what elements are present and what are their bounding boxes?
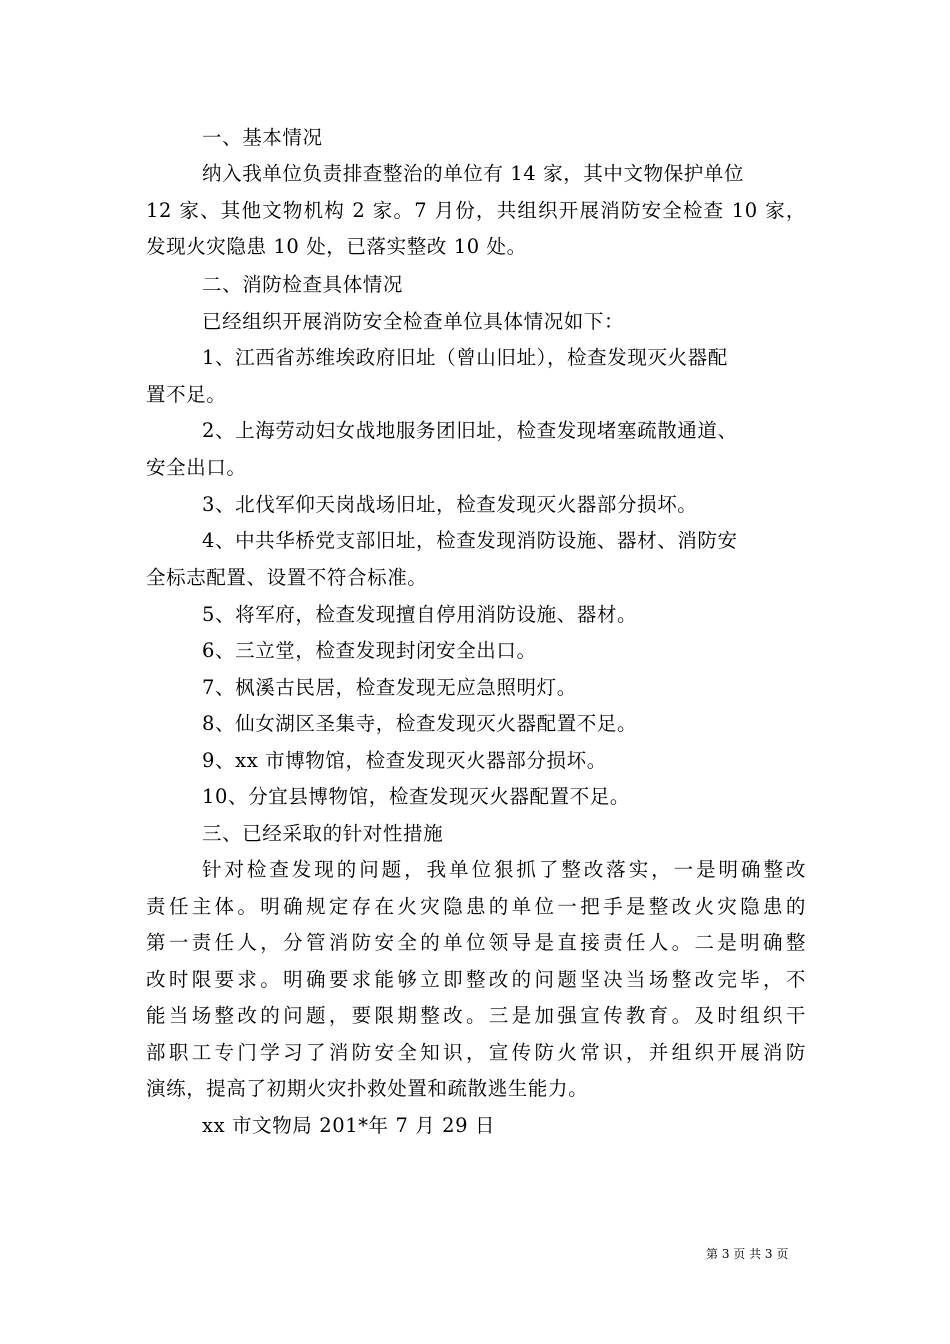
paragraph-line: 针对检查发现的问题，我单位狠抓了整改落实，一是明确整改 bbox=[202, 858, 806, 881]
paragraph-line: 12 家、其他文物机构 2 家。7 月份，共组织开展消防安全检查 10 家， bbox=[146, 199, 806, 222]
section-heading-basic: 一、基本情况 bbox=[202, 126, 323, 149]
paragraph-line: 第一责任人，分管消防安全的单位领导是直接责任人。二是明确整 bbox=[146, 931, 806, 954]
list-item: 8、仙女湖区圣集寺，检查发现灭火器配置不足。 bbox=[202, 712, 638, 735]
paragraph-line: 已经组织开展消防安全检查单位具体情况如下： bbox=[202, 310, 625, 333]
paragraph-line: 发现火灾隐患 10 处，已落实整改 10 处。 bbox=[146, 235, 527, 258]
list-item: 2、上海劳动妇女战地服务团旧址，检查发现堵塞疏散通道、 bbox=[202, 419, 738, 442]
list-item: 5、将军府，检查发现擅自停用消防设施、器材。 bbox=[202, 603, 638, 626]
list-item: 1、江西省苏维埃政府旧址（曾山旧址），检查发现灭火器配 bbox=[202, 346, 728, 369]
list-item: 3、北伐军仰天岗战场旧址，检查发现灭火器部分损坏。 bbox=[202, 493, 698, 516]
list-item: 7、枫溪古民居，检查发现无应急照明灯。 bbox=[202, 676, 577, 699]
paragraph-line: 演练，提高了初期火灾扑救处置和疏散逃生能力。 bbox=[146, 1077, 589, 1100]
paragraph-line: 纳入我单位负责排查整治的单位有 14 家，其中文物保护单位 bbox=[202, 162, 745, 185]
paragraph-line: 改时限要求。明确要求能够立即整改的问题坚决当场整改完毕，不 bbox=[146, 968, 806, 991]
paragraph-line: 能当场整改的问题，要限期整改。三是加强宣传教育。及时组织干 bbox=[146, 1004, 806, 1027]
list-item: 10、分宜县博物馆，检查发现灭火器配置不足。 bbox=[202, 785, 631, 808]
section-heading-measures: 三、已经采取的针对性措施 bbox=[202, 822, 444, 845]
paragraph-line: 部职工专门学习了消防安全知识，宣传防火常识，并组织开展消防 bbox=[146, 1041, 806, 1064]
page-number-footer: 第 3 页 共 3 页 bbox=[706, 1247, 789, 1261]
list-item-continuation: 置不足。 bbox=[146, 383, 227, 406]
list-item: 4、中共华桥党支部旧址，检查发现消防设施、器材、消防安 bbox=[202, 529, 738, 552]
list-item-continuation: 安全出口。 bbox=[146, 456, 247, 479]
list-item: 6、三立堂，检查发现封闭安全出口。 bbox=[202, 639, 537, 662]
signature-date: xx 市文物局 201*年 7 月 29 日 bbox=[202, 1114, 496, 1137]
paragraph-line: 责任主体。明确规定存在火灾隐患的单位一把手是整改火灾隐患的 bbox=[146, 895, 806, 918]
list-item-continuation: 全标志配置、设置不符合标准。 bbox=[146, 566, 428, 589]
section-heading-inspection: 二、消防检查具体情况 bbox=[202, 273, 404, 296]
list-item: 9、xx 市博物馆，检查发现灭火器部分损坏。 bbox=[202, 749, 607, 772]
